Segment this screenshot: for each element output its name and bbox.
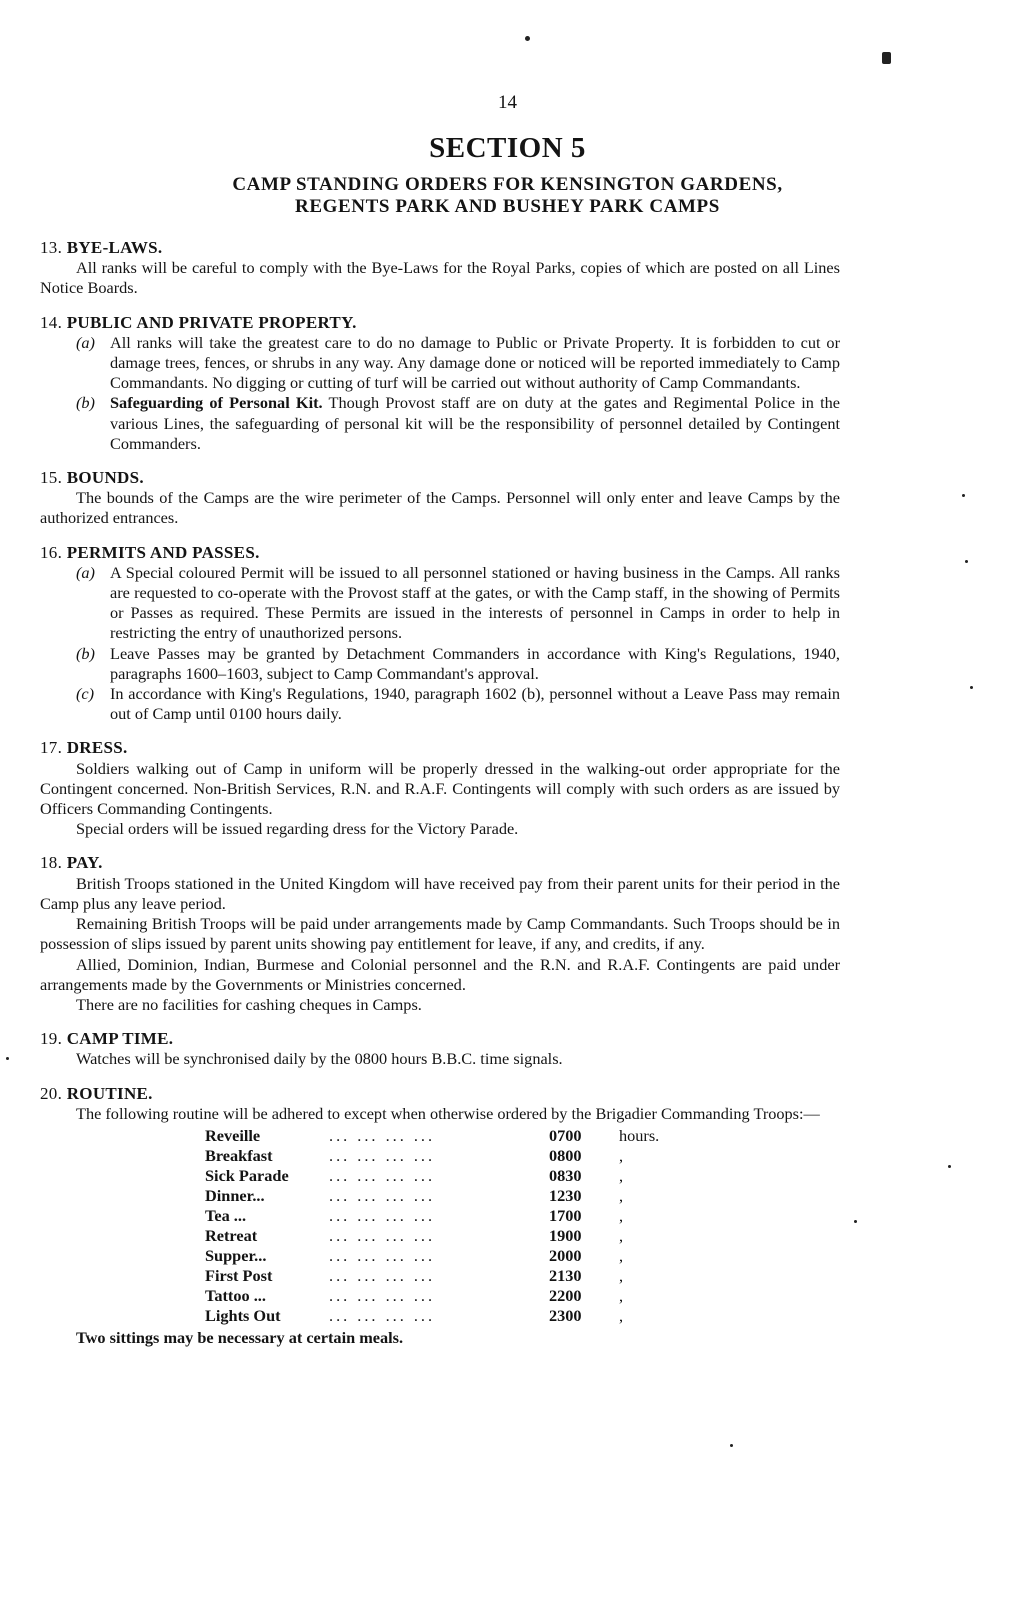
section-number: 16. [40, 542, 63, 562]
section-19 [40, 1029, 840, 1069]
routine-event: Retreat [205, 1225, 258, 1245]
section-heading [40, 853, 840, 873]
routine-time: 2130 [549, 1265, 582, 1285]
routine-row [205, 1126, 699, 1146]
routine-row [205, 1226, 699, 1246]
print-speck [854, 1220, 857, 1223]
document-subtitle [60, 174, 955, 218]
routine-event: Reveille [205, 1125, 261, 1145]
section-number: 20. [40, 1083, 63, 1103]
leader-dots: ... ... ... ... [329, 1265, 436, 1285]
print-speck [730, 1444, 733, 1447]
routine-row [205, 1146, 699, 1166]
section-14 [40, 313, 840, 454]
paragraph: British Troops stationed in the United Kingdom will have received pay from their parent units for their period in the Camp plus any leave period. [40, 873, 840, 913]
routine-row [205, 1166, 699, 1186]
routine-event: First Post [205, 1265, 273, 1285]
print-speck [970, 686, 973, 689]
section-16 [40, 543, 840, 725]
routine-time: 1230 [549, 1185, 582, 1205]
subtitle-line-1: CAMP STANDING ORDERS FOR KENSINGTON GARDENS, [232, 174, 783, 195]
section-number: 18. [40, 853, 63, 873]
list-item [76, 393, 840, 454]
paragraph: Special orders will be issued regarding dress for the Victory Parade. [76, 819, 519, 839]
routine-event: Supper... [205, 1245, 267, 1265]
section-heading-text: PUBLIC AND PRIVATE PROPERTY. [66, 312, 357, 332]
routine-time: 2200 [549, 1285, 582, 1305]
section-heading-text: ROUTINE. [66, 1083, 153, 1103]
section-heading [40, 1029, 840, 1049]
routine-event: Sick Parade [205, 1165, 289, 1185]
print-speck [525, 36, 530, 41]
section-heading-text: BOUNDS. [66, 468, 144, 488]
routine-table [205, 1126, 699, 1326]
routine-unit: , [619, 1245, 624, 1265]
leader-dots: ... ... ... ... [329, 1245, 436, 1265]
routine-row [205, 1186, 699, 1206]
print-speck [965, 560, 968, 563]
list-item [76, 563, 840, 644]
document-body [40, 238, 840, 1362]
section-heading [40, 738, 840, 758]
leader-dots: ... ... ... ... [329, 1145, 436, 1165]
routine-row [205, 1306, 699, 1326]
routine-unit: , [619, 1285, 624, 1305]
routine-time: 0700 [549, 1125, 582, 1145]
section-20 [40, 1084, 840, 1349]
leader-dots: ... ... ... ... [329, 1165, 436, 1185]
routine-unit: , [619, 1305, 624, 1325]
item-text-container [110, 393, 840, 454]
routine-unit: , [619, 1145, 624, 1165]
paragraph: Soldiers walking out of Camp in uniform will be properly dressed in the walking-out order appropriate for the Contingent concerned. Non-British Services, R.N. and R.A.F. Contingents will comply with such orders as are issued by Officers Commanding Contingents. [40, 758, 840, 819]
routine-time: 1900 [549, 1225, 582, 1245]
section-heading [40, 238, 840, 258]
routine-row [205, 1206, 699, 1226]
section-heading-text: PERMITS AND PASSES. [66, 542, 260, 562]
section-heading [40, 1084, 840, 1104]
leader-dots: ... ... ... ... [329, 1205, 436, 1225]
list-item [76, 684, 840, 724]
leader-dots: ... ... ... ... [329, 1285, 436, 1305]
paragraph: Watches will be synchronised daily by the 0800 hours B.B.C. time signals. [76, 1049, 563, 1069]
routine-event: Tea ... [205, 1205, 247, 1225]
list-item [76, 333, 840, 394]
item-text: In accordance with King's Regulations, 1940, paragraph 1602 (b), personnel without a Leave Pass may remain out of Camp until 0100 hours daily. [110, 684, 840, 724]
leader-dots: ... ... ... ... [329, 1185, 436, 1205]
print-speck [882, 52, 891, 64]
item-label: (a) [76, 332, 95, 352]
section-number: 14. [40, 312, 63, 332]
section-heading [40, 543, 840, 563]
routine-unit: , [619, 1165, 624, 1185]
routine-unit: , [619, 1265, 624, 1285]
item-label: (b) [76, 393, 95, 413]
paragraph: The following routine will be adhered to except when otherwise ordered by the Brigadier Commanding Troops:— [76, 1103, 820, 1123]
routine-row [205, 1266, 699, 1286]
leader-dots: ... ... ... ... [329, 1125, 436, 1145]
section-18 [40, 853, 840, 1015]
print-speck [6, 1057, 9, 1060]
paragraph: The bounds of the Camps are the wire perimeter of the Camps. Personnel will only enter and leave Camps by the authorized entrances. [40, 488, 840, 528]
section-number: 15. [40, 468, 63, 488]
print-speck [948, 1165, 951, 1168]
section-heading-text: DRESS. [66, 738, 128, 758]
section-heading-text: CAMP TIME. [66, 1029, 174, 1049]
section-heading-text: PAY. [66, 853, 103, 873]
routine-row [205, 1246, 699, 1266]
item-text: A Special coloured Permit will be issued to all personnel stationed or having business in the Camps. All ranks are requested to co-operate with the Provost staff at the gates, or with the Camp staff, in the showing of Permits or Passes as required. These Permits are issued in the interests of personnel in Camps in order to help in restricting the entry of unauthorized persons. [110, 562, 840, 643]
routine-row [205, 1286, 699, 1306]
routine-event: Tattoo ... [205, 1285, 266, 1305]
section-13 [40, 238, 840, 299]
section-heading-text: BYE-LAWS. [66, 238, 163, 257]
section-number: 19. [40, 1029, 63, 1049]
leader-dots: ... ... ... ... [329, 1225, 436, 1245]
routine-unit: hours. [619, 1125, 660, 1145]
item-text: All ranks will take the greatest care to do no damage to Public or Private Property. It is forbidden to cut or damage trees, fences, or shrubs in any way. Any damage done or noticed will be reported immediately to Camp Commandants. No digging or cutting of turf will be carried out without authority of Camp Commandants. [110, 332, 840, 393]
run-in-heading: Safeguarding of Personal Kit. [110, 393, 323, 413]
section-17 [40, 738, 840, 839]
subtitle-line-2: REGENTS PARK AND BUSHEY PARK CAMPS [295, 196, 720, 217]
routine-event: Lights Out [205, 1305, 281, 1325]
item-text: Leave Passes may be granted by Detachment Commanders in accordance with King's Regulations, 1940, paragraphs 1600–1603, subject to Camp Commandant's approval. [110, 643, 840, 683]
section-15 [40, 468, 840, 529]
item-label: (a) [76, 562, 95, 582]
item-label: (c) [76, 684, 95, 704]
section-number: 17. [40, 738, 63, 758]
paragraph: Allied, Dominion, Indian, Burmese and Colonial personnel and the R.N. and R.A.F. Contingents are paid under arrangements made by the Governments or Ministries concerned. [40, 954, 840, 994]
item-label: (b) [76, 643, 95, 663]
routine-time: 0830 [549, 1165, 582, 1185]
routine-time: 2300 [549, 1305, 582, 1325]
list-item [76, 644, 840, 684]
paragraph: There are no facilities for cashing cheques in Camps. [76, 994, 422, 1014]
print-speck [962, 494, 965, 497]
paragraph: All ranks will be careful to comply with the Bye-Laws for the Royal Parks, copies of which are posted on all Lines Notice Boards. [40, 258, 840, 298]
routine-time: 0800 [549, 1145, 582, 1165]
page-number: 14 [498, 92, 517, 113]
leader-dots: ... ... ... ... [329, 1305, 436, 1325]
section-heading [40, 313, 840, 333]
routine-event: Breakfast [205, 1145, 273, 1165]
routine-event: Dinner... [205, 1185, 265, 1205]
routine-time: 2000 [549, 1245, 582, 1265]
routine-unit: , [619, 1185, 624, 1205]
routine-unit: , [619, 1205, 624, 1225]
item-text: Though Provost staff are on duty at the gates and Regimental Police in the various Lines, the safeguarding of personal kit will be the responsibility of personnel detailed by Contingent Commanders. [110, 393, 841, 453]
routine-unit: , [619, 1225, 624, 1245]
closing-note: Two sittings may be necessary at certain meals. [76, 1327, 404, 1347]
section-title: SECTION 5 [429, 132, 586, 164]
section-heading [40, 468, 840, 488]
routine-time: 1700 [549, 1205, 582, 1225]
section-number: 13. [40, 238, 63, 257]
paragraph: Remaining British Troops will be paid under arrangements made by Camp Commandants. Such Troops should be in possession of slips issued by parent units showing pay entitlement for leave, if any, and credits, if any. [40, 914, 840, 954]
